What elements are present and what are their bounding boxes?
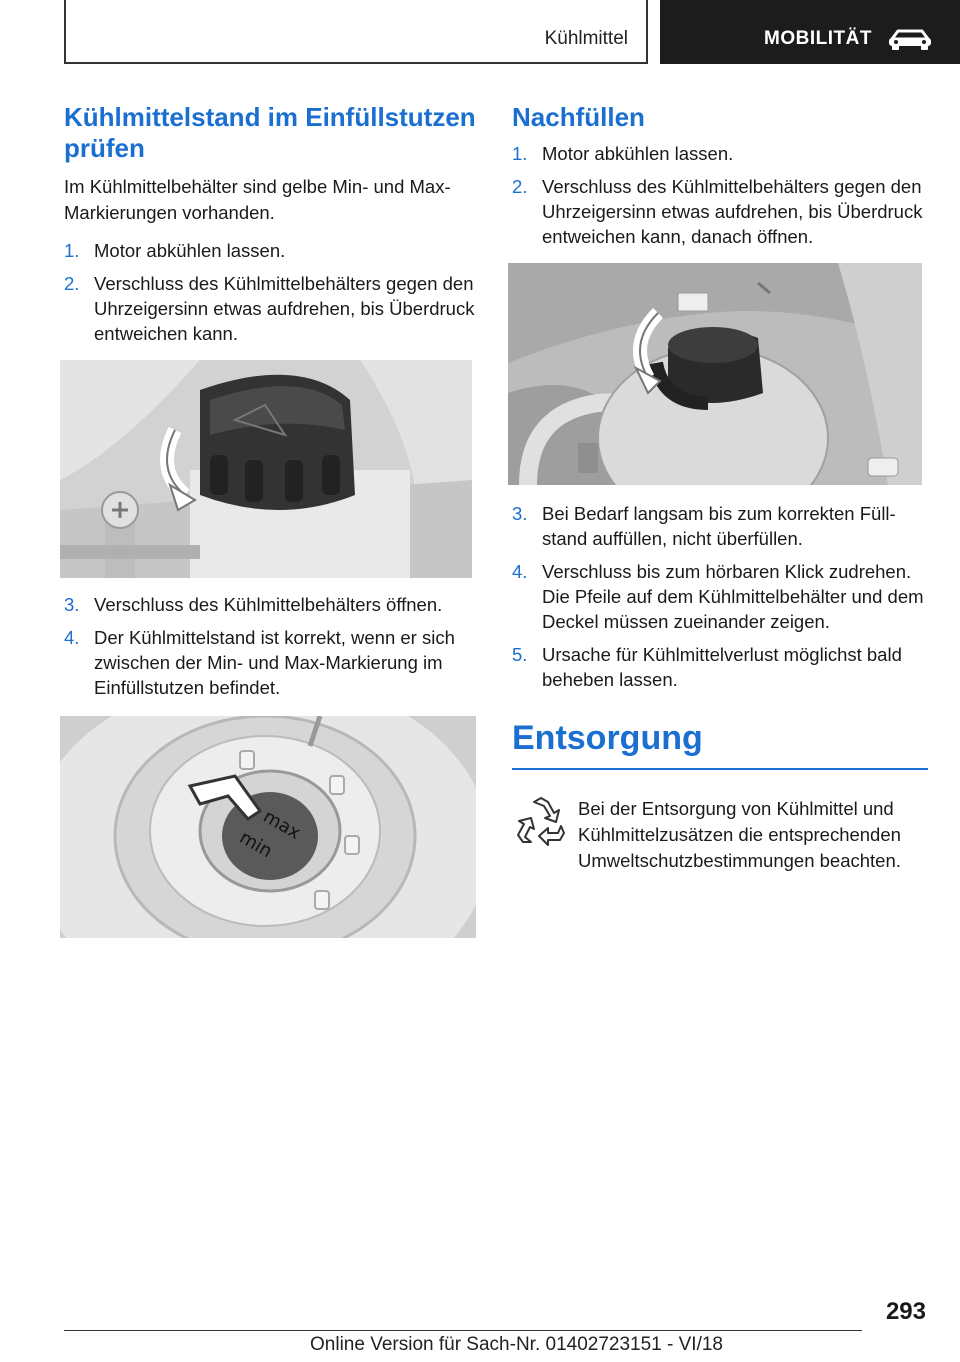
header-section-box: [64, 0, 648, 64]
step-number: 4.: [64, 627, 80, 648]
max-label: max: [259, 805, 304, 844]
section-heading-entsorgung: Entsorgung: [512, 719, 703, 757]
list-item: [512, 174, 928, 249]
step-text: Verschluss des Kühlmittelbehälters öffnen.: [94, 594, 443, 615]
step-number: 3.: [64, 594, 80, 615]
list-item: [512, 501, 928, 551]
recycle-icon: [514, 796, 568, 848]
step-text: Verschluss des Kühlmittelbehälters gegen den Uhrzeigersinn etwas aufdrehen, bis Überdruck entweichen kann.: [94, 273, 475, 344]
step-text: Motor abkühlen lassen.: [94, 240, 286, 261]
step-number: 4.: [512, 561, 528, 582]
list-item: [64, 271, 476, 346]
left-heading: Kühlmittelstand im Einfüllstutzen prüfen: [64, 102, 476, 163]
step-number: 2.: [64, 273, 80, 294]
right-steps-a: [512, 141, 928, 249]
figure-fill-neck: [60, 716, 476, 938]
list-item: [512, 559, 928, 634]
disposal-text: Bei der Entsorgung von Kühlmittel und Kühlmittelzusätzen die entsprechenden Umweltschutzbestimmungen beachten.: [578, 798, 901, 871]
list-item: [64, 238, 476, 263]
step-number: 3.: [512, 503, 528, 524]
section-divider: [512, 768, 928, 770]
right-column: [512, 102, 928, 916]
step-text: Verschluss bis zum hörbaren Klick zudrehen. Die Pfeile auf dem Kühlmittelbehälter und dem Deckel müssen zueinander zeigen.: [542, 561, 924, 632]
figure-cap-loosen: [60, 360, 472, 578]
tank-illustration: [508, 263, 922, 485]
left-column: [64, 102, 476, 938]
step-text: Verschluss des Kühlmittelbehälters gegen den Uhrzeigersinn etwas aufdrehen, bis Überdruck entweichen kann, danach öffnen.: [542, 176, 923, 247]
right-heading: Nachfüllen: [512, 102, 645, 132]
footer-online-version: Online Version für Sach-Nr. 01402723151 - VI/18: [310, 1334, 723, 1355]
disposal-section: [512, 718, 928, 916]
header-section-title: Kühlmittel: [544, 28, 628, 49]
header-chapter-title: MOBILITÄT: [764, 28, 872, 49]
step-text: Der Kühlmittelstand ist korrekt, wenn er sich zwischen der Min- und Max-Markierung im Einfüllstutzen befindet.: [94, 627, 455, 698]
right-steps-b: [512, 501, 928, 692]
step-number: 1.: [512, 143, 528, 164]
fill-neck-illustration: [60, 716, 476, 938]
step-number: 1.: [64, 240, 80, 261]
left-steps-a: [64, 238, 476, 346]
step-number: 2.: [512, 176, 528, 197]
list-item: [512, 141, 928, 166]
step-text: Ursache für Kühlmittelverlust möglichst bald beheben lassen.: [542, 644, 902, 690]
step-text: Bei Bedarf langsam bis zum korrekten Füll-stand auffüllen, nicht überfüllen.: [542, 503, 896, 549]
step-text: Motor abkühlen lassen.: [542, 143, 734, 164]
left-steps-b: [64, 592, 476, 700]
list-item: [512, 642, 928, 692]
list-item: [64, 625, 476, 700]
footer-divider: [64, 1330, 862, 1331]
min-label: min: [235, 826, 276, 863]
step-number: 5.: [512, 644, 528, 665]
page-number: 293: [885, 1298, 926, 1325]
car-icon: [886, 27, 934, 51]
figure-tank-refill: [508, 263, 922, 485]
left-intro: Im Kühlmittelbehälter sind gelbe Min- und Max-Markierungen vorhanden.: [64, 176, 451, 223]
disposal-note: [512, 796, 928, 916]
cap-illustration: [60, 360, 472, 578]
header-chapter-tab: [660, 0, 960, 64]
list-item: [64, 592, 476, 617]
